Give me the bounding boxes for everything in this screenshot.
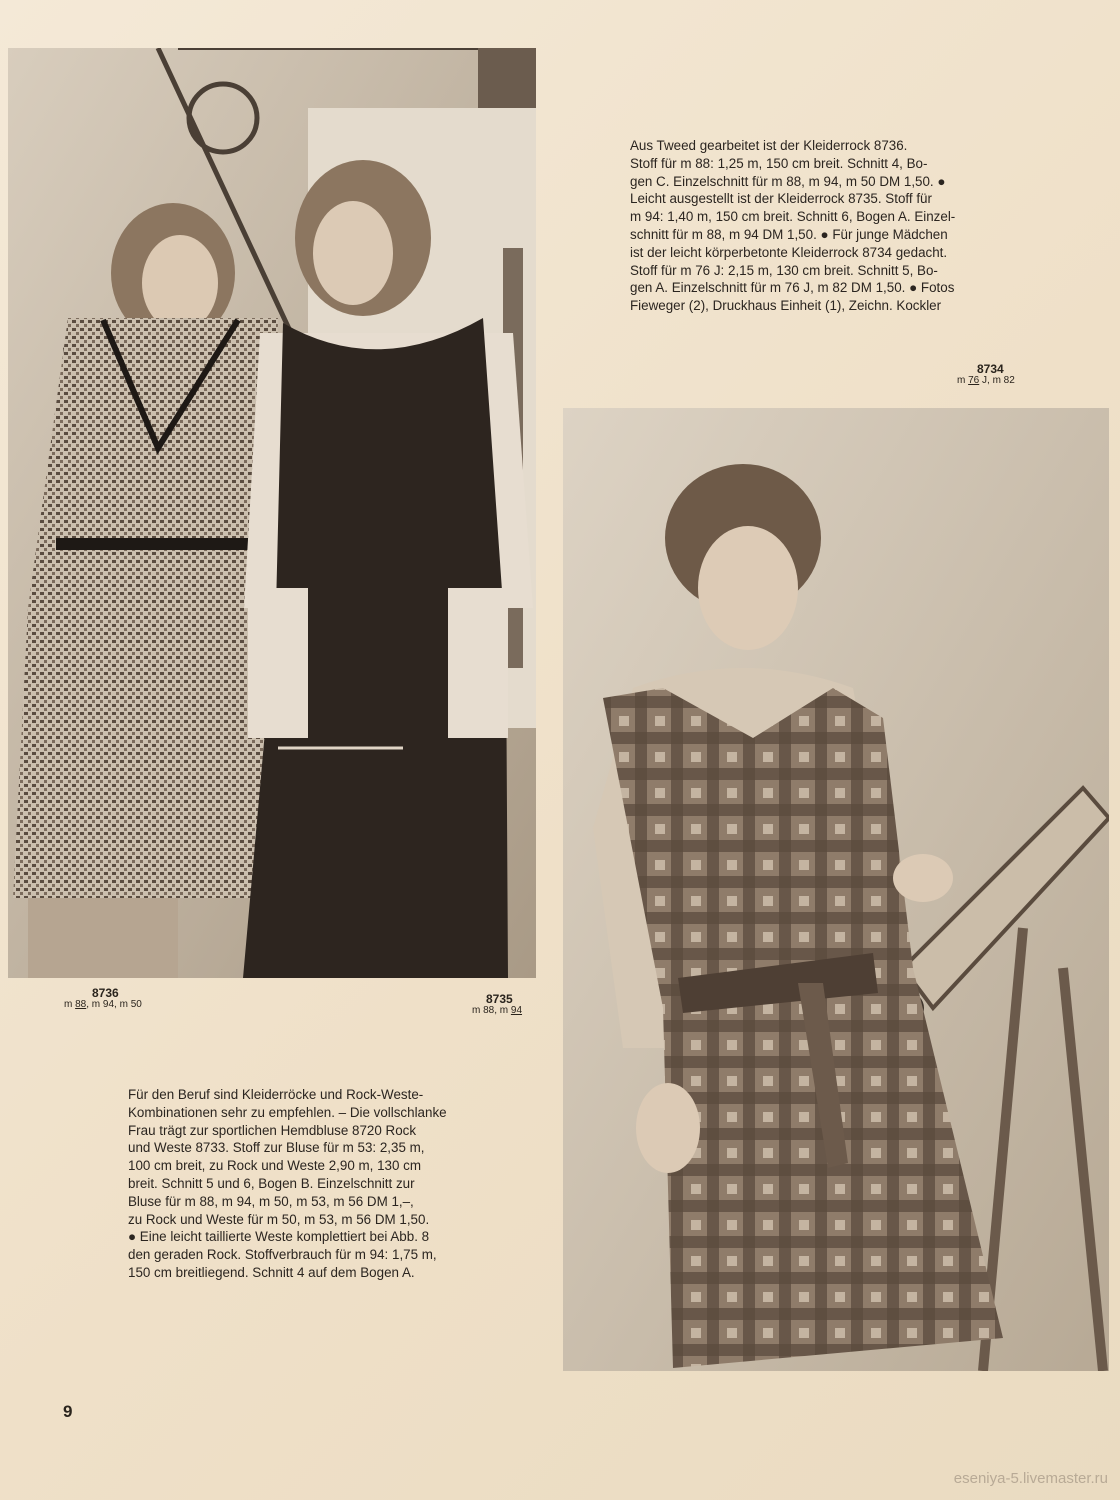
page-number: 9: [63, 1402, 73, 1421]
text-line: 100 cm breit, zu Rock und Weste 2,90 m, 130 cm: [128, 1158, 421, 1174]
description-bottom-text: [128, 1086, 476, 1282]
text-line: den geraden Rock. Stoffverbrauch für m 94: 1,75 m,: [128, 1247, 437, 1263]
text-line: Kombinationen sehr zu empfehlen. – Die vollschlanke: [128, 1104, 447, 1120]
text-line: und Weste 8733. Stoff zur Bluse für m 53: 2,35 m,: [128, 1140, 425, 1156]
text-line: ● Eine leicht taillierte Weste komplettiert bei Abb. 8: [128, 1229, 430, 1245]
caption-sizes: [64, 1000, 142, 1011]
caption-sizes-prefix: m: [64, 998, 76, 1010]
watermark: eseniya-5.livemaster.ru: [953, 1470, 1108, 1487]
caption-sizes-prefix: m: [957, 374, 969, 386]
caption-8735: [472, 993, 522, 1016]
photo-two-women-pinafores: [8, 48, 536, 978]
text-line: Stoff für m 76 J: 2,15 m, 130 cm breit. Schnitt 5, Bo-: [630, 262, 938, 278]
text-line: schnitt für m 88, m 94 DM 1,50. ● Für junge Mädchen: [630, 226, 948, 242]
text-line: gen A. Einzelschnitt für m 76 J, m 82 DM 1,50. ● Fotos: [630, 280, 955, 296]
text-line: breit. Schnitt 5 und 6, Bogen B. Einzelschnitt zur: [128, 1175, 415, 1191]
photo-girl-plaid-pinafore: [563, 408, 1109, 1371]
text-line: Stoff für m 88: 1,25 m, 150 cm breit. Schnitt 4, Bo-: [630, 155, 928, 171]
text-line: m 94: 1,40 m, 150 cm breit. Schnitt 6, Bogen A. Einzel-: [630, 209, 956, 225]
caption-number: 8735: [486, 992, 513, 1006]
description-top-text: [630, 137, 982, 315]
caption-size-underlined: 94: [510, 1004, 523, 1016]
caption-sizes-prefix: m 88, m: [472, 1004, 511, 1016]
caption-8736: [64, 987, 142, 1010]
caption-number: 8736: [92, 986, 119, 1000]
caption-size-underlined: 88: [75, 998, 87, 1010]
text-line: zu Rock und Weste für m 50, m 53, m 56 DM 1,50.: [128, 1211, 430, 1227]
photo-left-illustration: [8, 48, 536, 978]
caption-sizes: [472, 1006, 522, 1017]
text-line: Leicht ausgestellt ist der Kleiderrock 8735. Stoff für: [630, 191, 932, 207]
text-line: ist der leicht körperbetonte Kleiderrock 8734 gedacht.: [630, 244, 948, 260]
caption-number: 8734: [977, 362, 1004, 376]
caption-sizes-suffix: J, m 82: [979, 374, 1015, 386]
caption-sizes-suffix: , m 94, m 50: [86, 998, 142, 1010]
photo-right-illustration: [563, 408, 1109, 1371]
text-line: Fieweger (2), Druckhaus Einheit (1), Zeichn. Kockler: [630, 298, 942, 314]
text-line: gen C. Einzelschnitt für m 88, m 94, m 50 DM 1,50. ●: [630, 173, 946, 189]
caption-sizes: [957, 376, 1015, 387]
text-line: 150 cm breitliegend. Schnitt 4 auf dem Bogen A.: [128, 1264, 415, 1280]
text-line: Für den Beruf sind Kleiderröcke und Rock-Weste-: [128, 1087, 424, 1102]
caption-8734: [957, 363, 1015, 386]
text-line: Frau trägt zur sportlichen Hemdbluse 8720 Rock: [128, 1122, 417, 1138]
caption-size-underlined: 76: [968, 374, 980, 386]
text-line: Bluse für m 88, m 94, m 50, m 53, m 56 DM 1,–,: [128, 1193, 414, 1209]
text-line: Aus Tweed gearbeitet ist der Kleiderrock 8736.: [630, 138, 908, 153]
